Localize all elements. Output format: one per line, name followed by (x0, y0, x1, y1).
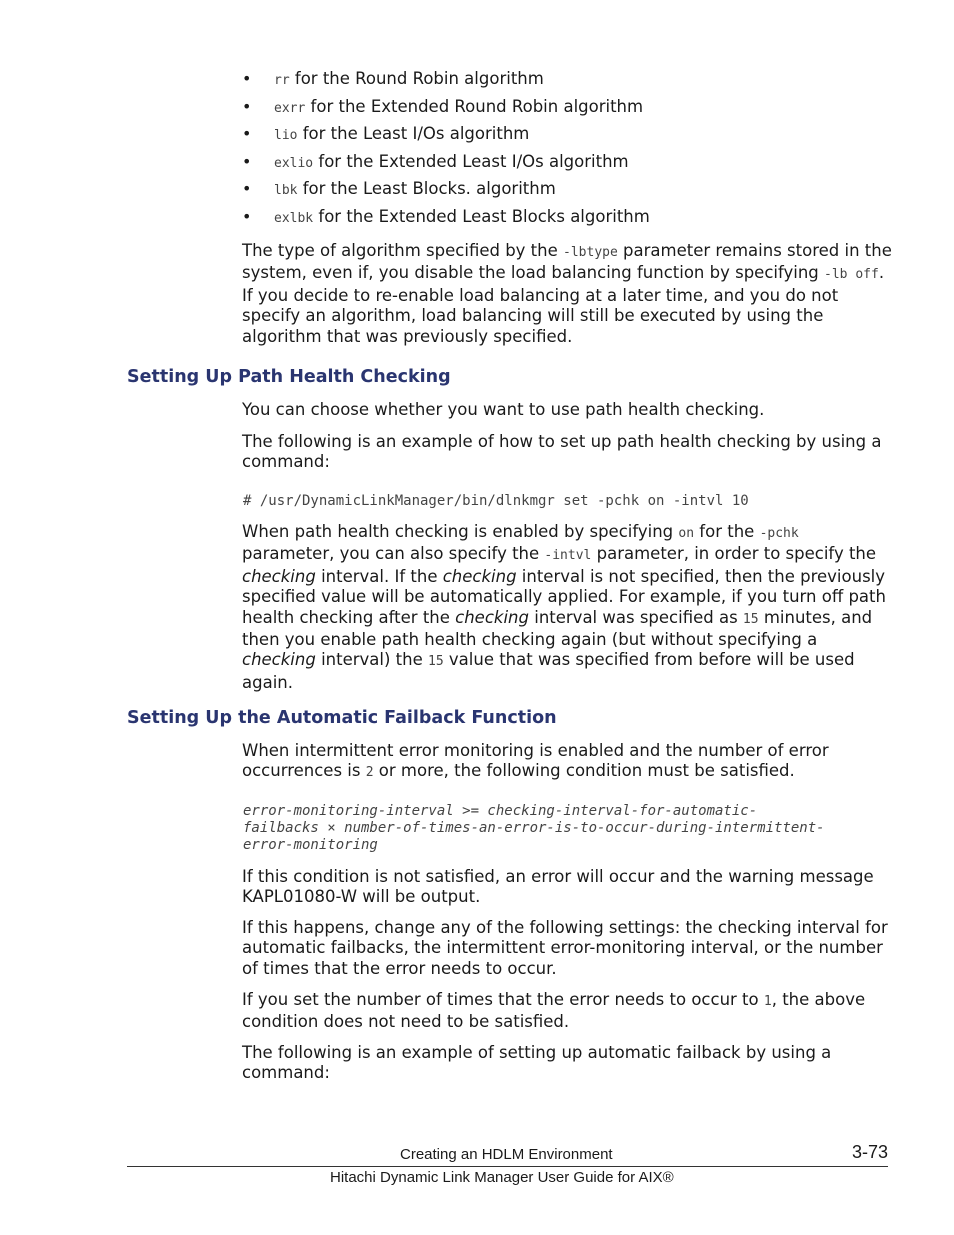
list-item: • exlbk for the Extended Least Blocks algorithm (242, 207, 902, 235)
paragraph: If you set the number of times that the error needs to occur to 1, the above condition does not need to be satisfied. (242, 990, 866, 1032)
footer-book-title: Hitachi Dynamic Link Manager User Guide for AIX® (330, 1169, 674, 1186)
paragraph: If this condition is not satisfied, an error will occur and the warning message KAPL01080-W will be output. (242, 867, 874, 907)
list-item: • exrr for the Extended Round Robin algorithm (242, 97, 902, 125)
section-heading-path-health: Setting Up Path Health Checking (127, 367, 451, 387)
paragraph: You can choose whether you want to use path health checking. (242, 400, 765, 419)
list-item: • exlio for the Extended Least I/Os algorithm (242, 152, 902, 180)
lbtype-paragraph: The type of algorithm specified by the -lbtype parameter remains stored in the system, even if, you disable the load balancing function by specifying -lb off. If you decide to re-enable load balancing at a later time, and you do not specify an algorithm, load balancing will still be executed by using the algorithm that was previously specified. (242, 241, 892, 346)
paragraph: The following is an example of setting up automatic failback by using a command: (242, 1043, 832, 1083)
formula-line: error-monitoring (243, 837, 378, 853)
list-item: • rr for the Round Robin algorithm (242, 69, 902, 97)
paragraph: When intermittent error monitoring is enabled and the number of error occurrences is 2 or more, the following condition must be satisfied. (242, 741, 829, 781)
paragraph: If this happens, change any of the following settings: the checking interval for automatic failbacks, the intermittent error-monitoring interval, or the number of times that the error needs to occur. (242, 918, 888, 978)
paragraph: The following is an example of how to set up path health checking by using a command: (242, 432, 882, 472)
algorithm-list (242, 69, 902, 235)
path-health-paragraph: When path health checking is enabled by specifying on for the -pchk parameter, you can also specify the -intvl parameter, in order to specify the checking interval. If the checking interval is not specified, then the previously specified value will be automatically applied. For example, if you turn off path health checking after the checking interval was specified as 15 minutes, and then you enable path health checking again (but without specifying a checking interval) the 15 value that was specified from before will be used again. (242, 522, 886, 692)
footer-chapter-title: Creating an HDLM Environment (400, 1146, 613, 1163)
list-item: • lio for the Least I/Os algorithm (242, 124, 902, 152)
formula-line: error-monitoring-interval >= checking-interval-for-automatic- (243, 803, 758, 819)
list-item: • lbk for the Least Blocks. algorithm (242, 179, 902, 207)
section-heading-auto-failback: Setting Up the Automatic Failback Function (127, 708, 557, 728)
formula-line: failbacks × number-of-times-an-error-is-to-occur-during-intermittent- (243, 820, 825, 836)
page-number: 3-73 (851, 1142, 888, 1162)
command-example: # /usr/DynamicLinkManager/bin/dlnkmgr set -pchk on -intvl 10 (243, 493, 749, 509)
footer-divider (127, 1166, 888, 1167)
